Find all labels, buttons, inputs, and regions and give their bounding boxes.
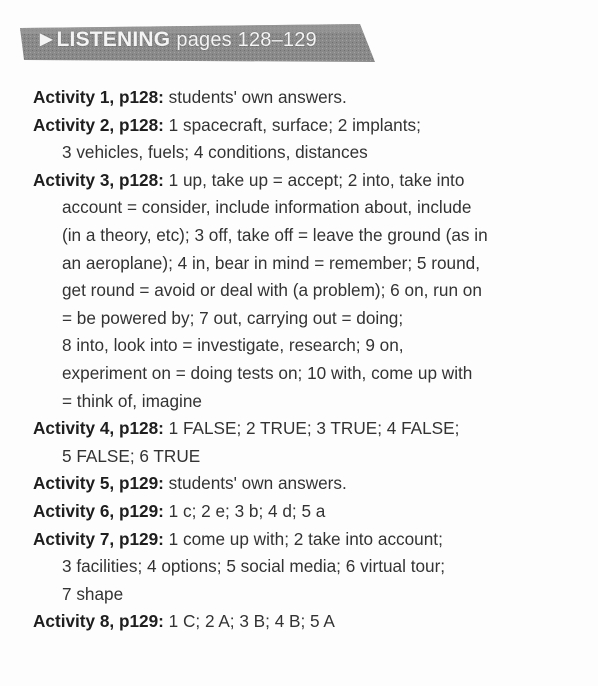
activity-answer: 3 facilities; 4 options; 5 social media; 6 virtual tour;	[62, 556, 446, 577]
activity-answer: students' own answers.	[163, 87, 347, 107]
activity-7	[33, 526, 578, 609]
activity-answer: experiment on = doing tests on; 10 with, come up with	[62, 362, 473, 383]
activity-2	[33, 112, 578, 167]
activity-answer: 7 shape	[62, 583, 124, 604]
activity-6	[33, 498, 578, 526]
activity-answer: 1 come up with; 2 take into account;	[163, 528, 443, 549]
activity-answer: 8 into, look into = investigate, research; 9 on,	[62, 335, 404, 356]
activity-answer: 1 up, take up = accept; 2 into, take into	[163, 169, 465, 190]
activity-4	[33, 415, 578, 470]
section-title-text: LISTENING	[56, 28, 171, 51]
activity-label: Activity 5, p129:	[33, 473, 164, 494]
section-banner	[20, 22, 375, 64]
activity-1	[33, 84, 578, 112]
activity-label: Activity 3, p128:	[33, 169, 164, 190]
activity-answer: 5 FALSE; 6 TRUE	[62, 445, 201, 466]
activity-answer: = be powered by; 7 out, carrying out = doing;	[62, 307, 404, 328]
activity-answer: get round = avoid or deal with (a problem); 6 on, run on	[62, 280, 482, 301]
activity-answer: (in a theory, etc); 3 off, take off = leave the ground (as in	[62, 224, 488, 245]
activity-answer: account = consider, include information about, include	[62, 197, 472, 218]
activity-answer: 1 c; 2 e; 3 b; 4 d; 5 a	[163, 500, 326, 521]
activity-8	[33, 608, 578, 636]
activity-label: Activity 4, p128:	[33, 418, 164, 439]
activity-answer: 1 C; 2 A; 3 B; 4 B; 5 A	[163, 611, 335, 632]
activity-label: Activity 6, p129:	[33, 500, 164, 521]
play-arrow-icon: ▶	[40, 31, 53, 48]
activity-answer: an aeroplane); 4 in, bear in mind = remember; 5 round,	[62, 252, 480, 273]
activity-label: Activity 2, p128:	[33, 114, 164, 135]
activity-label: Activity 8, p129:	[33, 611, 164, 632]
section-pages: pages 128–129	[176, 29, 317, 51]
activity-answer: students' own answers.	[163, 473, 347, 494]
activity-answer: = think of, imagine	[62, 390, 202, 411]
activity-3	[33, 167, 578, 415]
activity-answer: 3 vehicles, fuels; 4 conditions, distances	[62, 142, 368, 163]
activity-label: Activity 1, p128:	[33, 87, 164, 107]
activity-label: Activity 7, p129:	[33, 528, 164, 549]
answer-list	[33, 84, 578, 636]
section-title	[40, 28, 317, 52]
activity-5	[33, 470, 578, 498]
activity-answer: 1 FALSE; 2 TRUE; 3 TRUE; 4 FALSE;	[163, 418, 460, 439]
activity-answer: 1 spacecraft, surface; 2 implants;	[163, 114, 421, 135]
